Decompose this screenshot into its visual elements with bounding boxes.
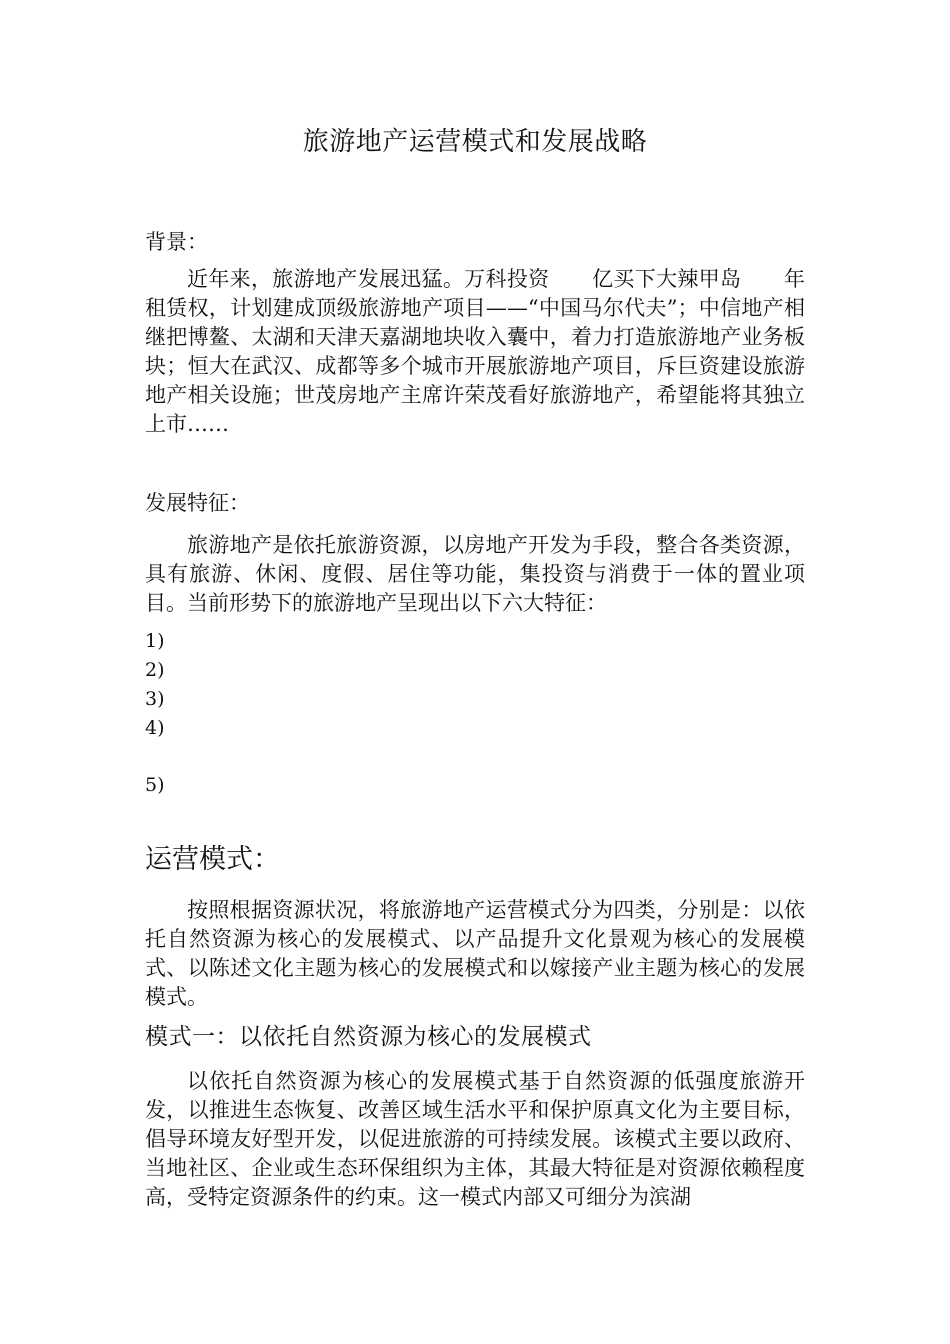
feature-number-1: 1) xyxy=(145,630,165,652)
feature-number-3: 3) xyxy=(145,688,165,710)
features-label: 发展特征： xyxy=(145,491,250,515)
operation-paragraph: 按照根据资源状况，将旅游地产运营模式分为四类，分别是：以依托自然资源为核心的发展模式、以产品提升文化景观为核心的发展模式、以陈述文化主题为核心的发展模式和以嫁接产业主题为核心的发展模式。 xyxy=(145,898,805,1009)
document-title: 旅游地产运营模式和发展战略 xyxy=(302,127,648,157)
feature-number-2: 2) xyxy=(145,659,165,681)
mode1-heading: 模式一：以依托自然资源为核心的发展模式 xyxy=(145,1024,592,1050)
features-paragraph: 旅游地产是依托旅游资源，以房地产开发为手段，整合各类资源，具有旅游、休闲、度假、居住等功能，集投资与消费于一体的置业项目。当前形势下的旅游地产呈现出以下六大特征： xyxy=(145,533,805,615)
mode1-paragraph: 以依托自然资源为核心的发展模式基于自然资源的低强度旅游开发，以推进生态恢复、改善区域生活水平和保护原真文化为主要目标，倡导环境友好型开发，以促进旅游的可持续发展。该模式主要以政府、当地社区、企业或生态环保组织为主体，其最大特征是对资源依赖程度高，受特定资源条件的约束。这一模式内部又可细分为滨湖 xyxy=(145,1069,805,1209)
operation-heading: 运营模式： xyxy=(145,844,280,875)
background-paragraph: 近年来，旅游地产发展迅猛。万科投资 亿买下大辣甲岛 年租赁权，计划建成顶级旅游地产项目——“中国马尔代夫”；中信地产相继把博鳌、太湖和天津天嘉湖地块收入囊中，着力打造旅游地产业务板块；恒大在武汉、成都等多个城市开展旅游地产项目，斥巨资建设旅游地产相关设施；世茂房地产主席许荣茂看好旅游地产，希望能将其独立上市…… xyxy=(145,267,805,436)
feature-number-5: 5) xyxy=(145,774,165,796)
background-label: 背景： xyxy=(145,230,208,254)
feature-number-4: 4) xyxy=(145,717,165,739)
